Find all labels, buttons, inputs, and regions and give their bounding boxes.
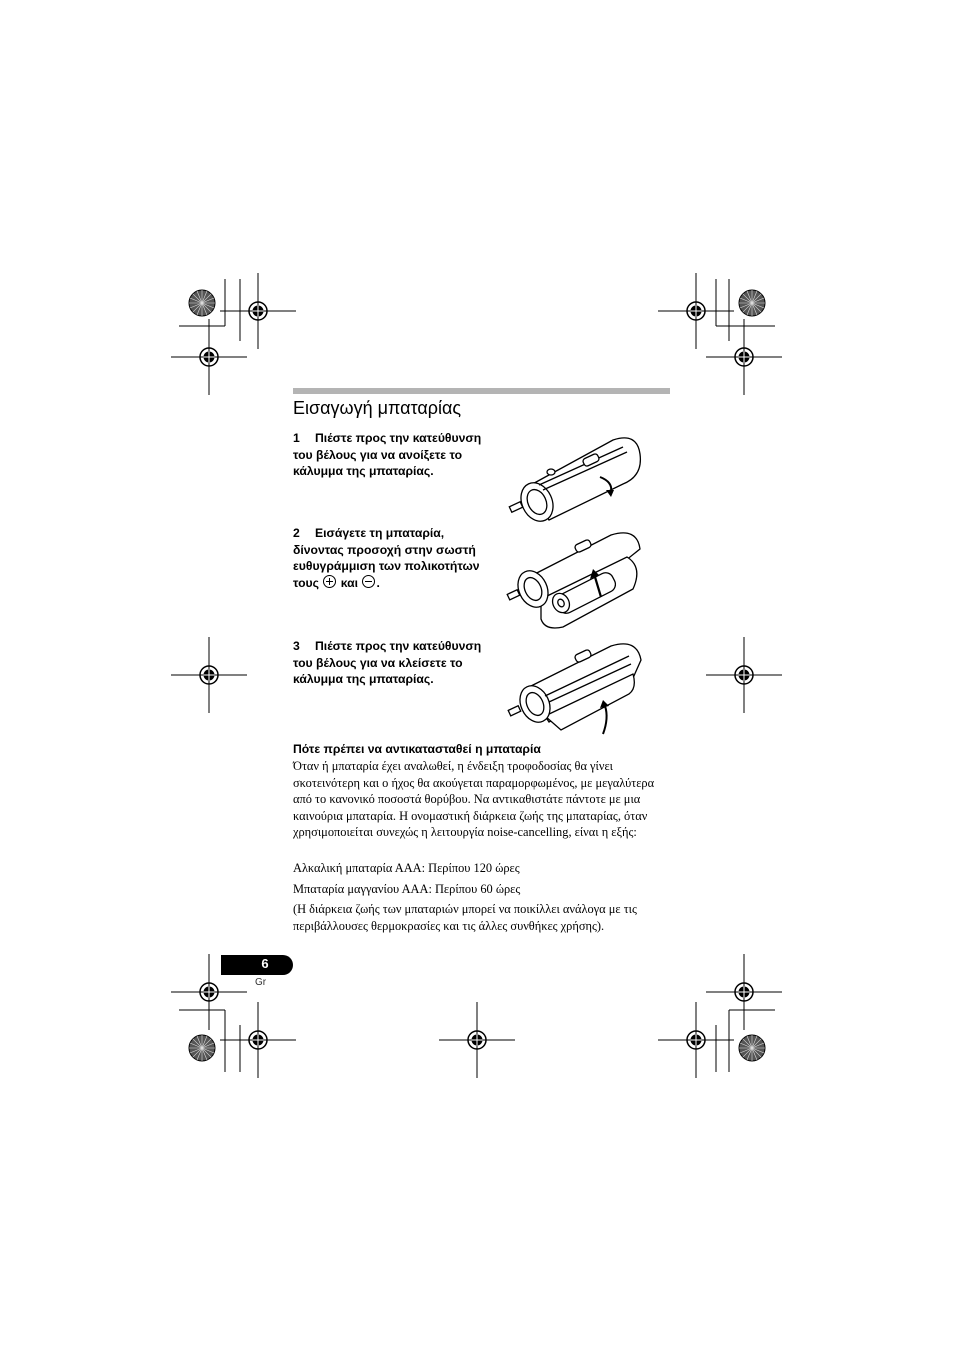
registration-star-icon [739,1035,765,1061]
registration-crosshair-icon [706,954,782,1030]
registration-crosshair-icon [706,637,782,713]
step-number: 1 [293,431,300,445]
registration-crosshair-icon [706,319,782,395]
step-2 [293,525,493,591]
registration-crosshair-icon [171,637,247,713]
step-text-end: . [376,575,380,590]
page-number: 6 [261,956,269,971]
life-note: (Η διάρκεια ζωής των μπαταριών μπορεί να ποικίλλει ανάλογα με τις περιβάλλουσες θερμοκρασίες και τις άλλες συνθήκες χρήσης). [293,902,637,933]
step-number: 3 [293,639,300,653]
section-title-bar [293,388,670,394]
replace-text: Όταν ή μπαταρία έχει αναλωθεί, η ένδειξη τροφοδοσίας θα γίνει σκοτεινότερη και ο ήχος θα ακούγεται παραμορφωμένος, με μεγαλύτερα από το κανονικό ποσοστά θορύβου. Να αντικαθιστάτε πάντοτε με μια καινούρια μπαταρία. Η ονομαστική διάρκεια ζωής της μπαταρίας, όταν χρησιμοποιείται συνεχώς η λειτουργία noise-cancelling, είναι η εξής: [293,759,655,840]
registration-crosshair-icon [439,1002,515,1078]
illustration-close-cover [505,638,645,738]
step-text: Εισάγετε τη μπαταρία, δίνοντας προσοχή στην σωστή ευθυγράμμιση των πολικοτήτων τους [293,526,480,590]
step-3 [293,638,493,688]
replace-battery-heading: Πότε πρέπει να αντικατασταθεί η μπαταρία [293,742,541,756]
step-text: Πιέστε προς την κατεύθυνση του βέλους για να ανοίξετε το κάλυμμα της μπαταρίας. [293,431,482,479]
illustration-insert-battery [505,527,645,637]
section-title: Εισαγωγή μπαταρίας [293,398,462,418]
registration-crosshair-icon [658,1002,734,1078]
negative-polarity-icon [362,575,375,588]
life-manganese: Μπαταρία μαγγανίου ΑΑΑ: Περίπου 60 ώρες [293,882,521,896]
registration-crosshair-icon [658,273,734,349]
replace-paragraph [293,758,673,841]
positive-polarity-icon [323,575,336,588]
language-code: Gr [255,977,267,988]
registration-crosshair-icon [220,273,296,349]
registration-crosshair-icon [220,1002,296,1078]
step-number: 2 [293,526,300,540]
step-1 [293,430,493,480]
illustration-open-cover [505,432,645,527]
step-text-and: και [340,575,359,590]
registration-star-icon [739,290,765,316]
life-alkaline: Αλκαλική μπαταρία ΑΑΑ: Περίπου 120 ώρες [293,861,520,875]
registration-star-icon [189,1035,215,1061]
registration-star-icon [189,290,215,316]
step-text: Πιέστε προς την κατεύθυνση του βέλους για να κλείσετε το κάλυμμα της μπαταρίας. [293,639,482,687]
registration-crosshair-icon [171,319,247,395]
